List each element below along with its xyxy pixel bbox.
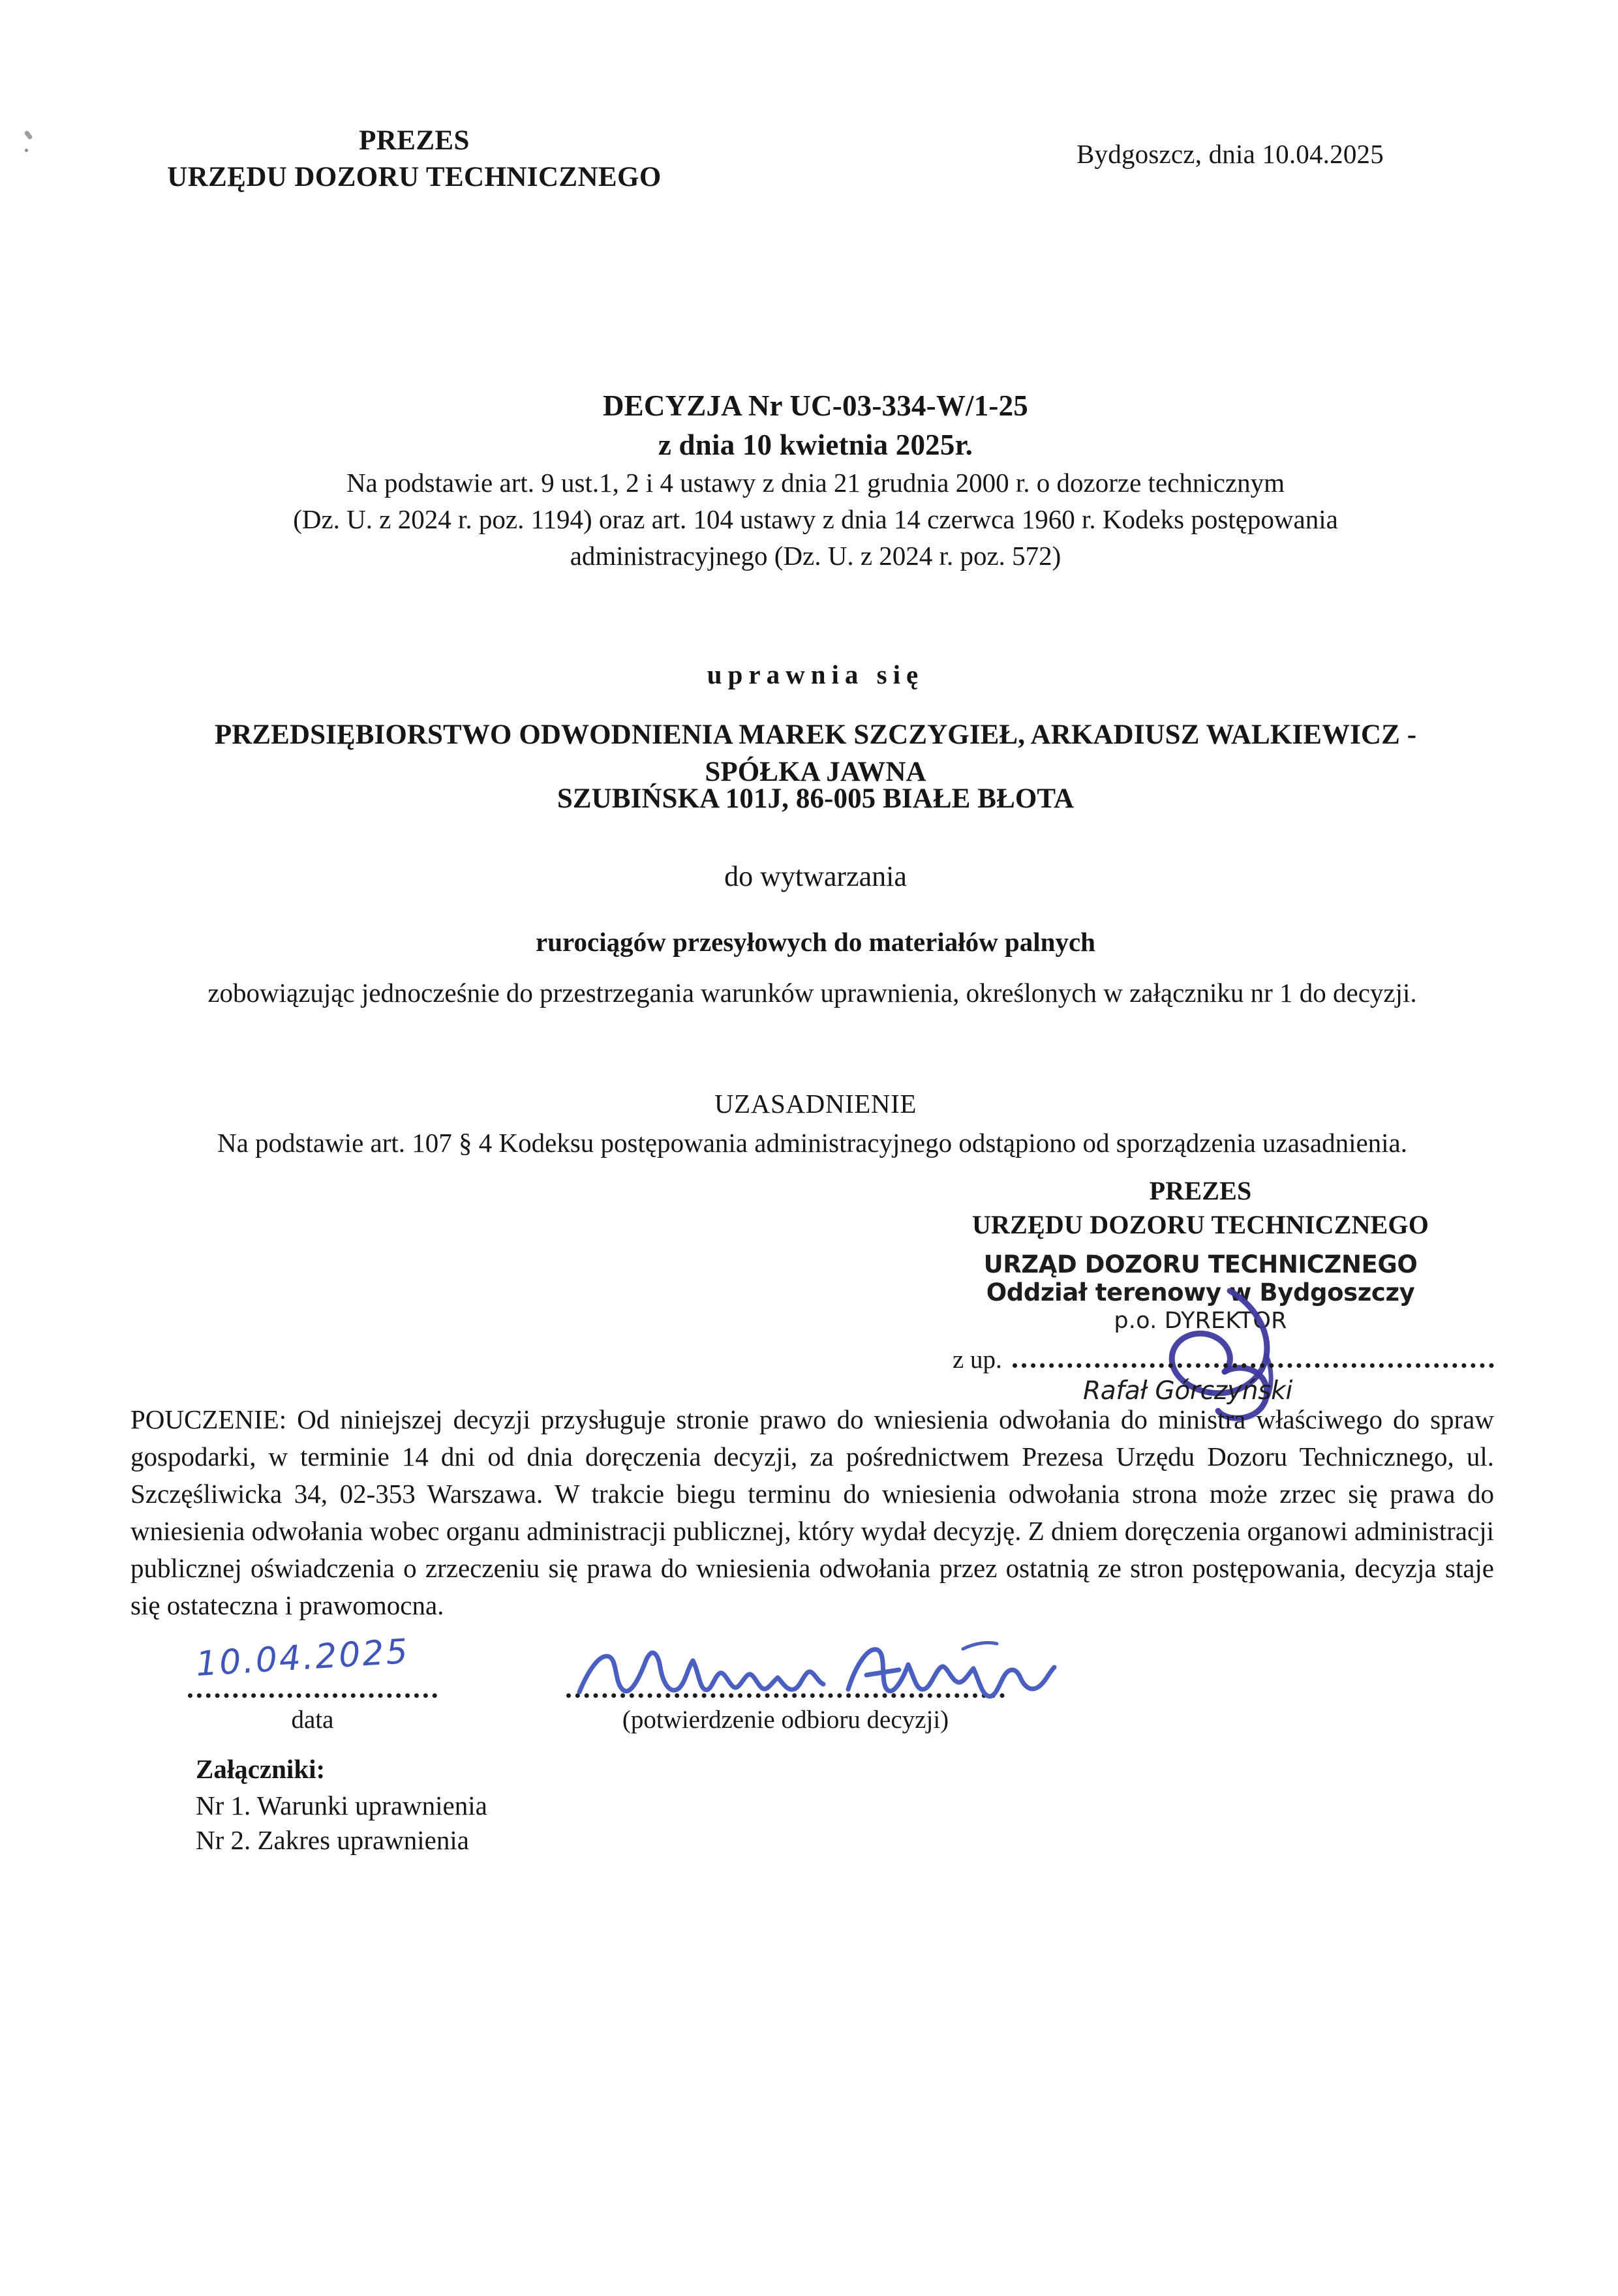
legal-basis-line-3: administracyjnego (Dz. U. z 2024 r. poz. 572) [570, 541, 1061, 571]
decision-title-block [222, 386, 1409, 465]
legal-basis-line-2: (Dz. U. z 2024 r. poz. 1194) oraz art. 104 ustawy z dnia 14 czerwca 1960 r. Kodeks postępowania [293, 504, 1338, 535]
signature-office-line-1: PREZES [1149, 1176, 1252, 1205]
legal-basis-line-1: Na podstawie art. 9 ust.1, 2 i 4 ustawy z dnia 21 grudnia 2000 r. o dozorze technicznym [346, 468, 1285, 498]
letterhead-line-1: PREZES [359, 125, 470, 156]
justification-heading: UZASADNIENIE [714, 1089, 917, 1119]
attachment-item: Nr 1. Warunki uprawnienia [196, 1790, 487, 1820]
signature-dotted-line [1013, 1357, 1494, 1368]
signer-name: Rafał Górczyński [1083, 1376, 1292, 1406]
attachments-title: Załączniki: [196, 1754, 326, 1784]
decision-date: z dnia 10 kwietnia 2025r. [658, 429, 973, 462]
letterhead [85, 123, 744, 196]
scan-artifact-speck [23, 130, 33, 140]
receipt-field-caption: (potwierdzenie odbioru decyzji) [622, 1706, 949, 1734]
letterhead-line-2: URZĘDU DOZORU TECHNICZNEGO [167, 161, 662, 192]
justification-body: Na podstawie art. 107 § 4 Kodeksu postępowania administracyjnego odstąpiono od sporządzenia uzasadnienia. [217, 1128, 1407, 1158]
scan-artifact-dot [25, 149, 28, 152]
authorization-prefix: z up. [953, 1346, 1002, 1374]
stamp-line-1: URZĄD DOZORU TECHNICZNEGO [983, 1250, 1418, 1278]
entity-name [150, 716, 1481, 791]
signature-block [913, 1174, 1488, 1335]
date-field-line[interactable] [188, 1693, 437, 1698]
signature-office-line-2: URZĘDU DOZORU TECHNICZNEGO [971, 1210, 1429, 1239]
instruction-paragraph: POUCZENIE: Od niniejszej decyzji przysługuje stronie prawo do wniesienia odwołania do ministra właściwego do spraw gospodarki, w terminie 14 dni od dnia doręczenia decyzji, za pośrednictwem Prezesa Urzędu Dozoru Technicznego, ul. Szczęśliwicka 34, 02-353 Warszawa. W trakcie biegu terminu do wniesienia odwołania strona może zrzec się prawa do wniesienia odwołania wobec organu administracji publicznej, który wydał decyzję. Z dniem doręczenia organowi administracji publicznej oświadczenia o zrzeczeniu się prawa do wniesienia odwołania przez ostatnią ze stron postępowania, decyzja staje się ostateczna i prawomocna. [130, 1404, 1494, 1620]
entity-name-line-2: SPÓŁKA JAWNA [705, 757, 926, 788]
attachment-item: Nr 2. Zakres uprawnienia [196, 1824, 469, 1855]
receipt-field-line[interactable] [566, 1693, 1005, 1698]
obligation-clause: zobowiązując jednocześnie do przestrzegania warunków uprawnienia, określonych w załączniku nr 1 do decyzji. [207, 978, 1417, 1008]
stamp-line-2: Oddział terenowy w Bydgoszczy [986, 1278, 1415, 1307]
handwritten-date-ink: 10.04.2025 [194, 1632, 411, 1684]
place-and-date: Bydgoszcz, dnia 10.04.2025 [1076, 139, 1384, 169]
authorization-row [953, 1345, 1494, 1374]
stamp-line-3: p.o. DYREKTOR [1114, 1307, 1287, 1334]
legal-basis [222, 464, 1409, 574]
attachments-list [196, 1789, 487, 1858]
decision-number: DECYZJA Nr UC-03-334-W/1-25 [602, 389, 1029, 422]
entity-name-line-1: PRZEDSIĘBIORSTWO ODWODNIENIA MAREK SZCZYGIEŁ, ARKADIUSZ WALKIEWICZ - [214, 719, 1417, 750]
entity-address: SZUBIŃSKA 101J, 86-005 BIAŁE BŁOTA [557, 783, 1075, 814]
date-field-caption: data [291, 1706, 334, 1734]
grant-label: uprawnia się [707, 659, 924, 689]
official-stamp [913, 1251, 1488, 1335]
scope-detail: rurociągów przesyłowych do materiałów palnych [536, 927, 1095, 957]
recipient-signature-ink [574, 1629, 1070, 1714]
scope-intro: do wytwarzania [724, 860, 907, 892]
